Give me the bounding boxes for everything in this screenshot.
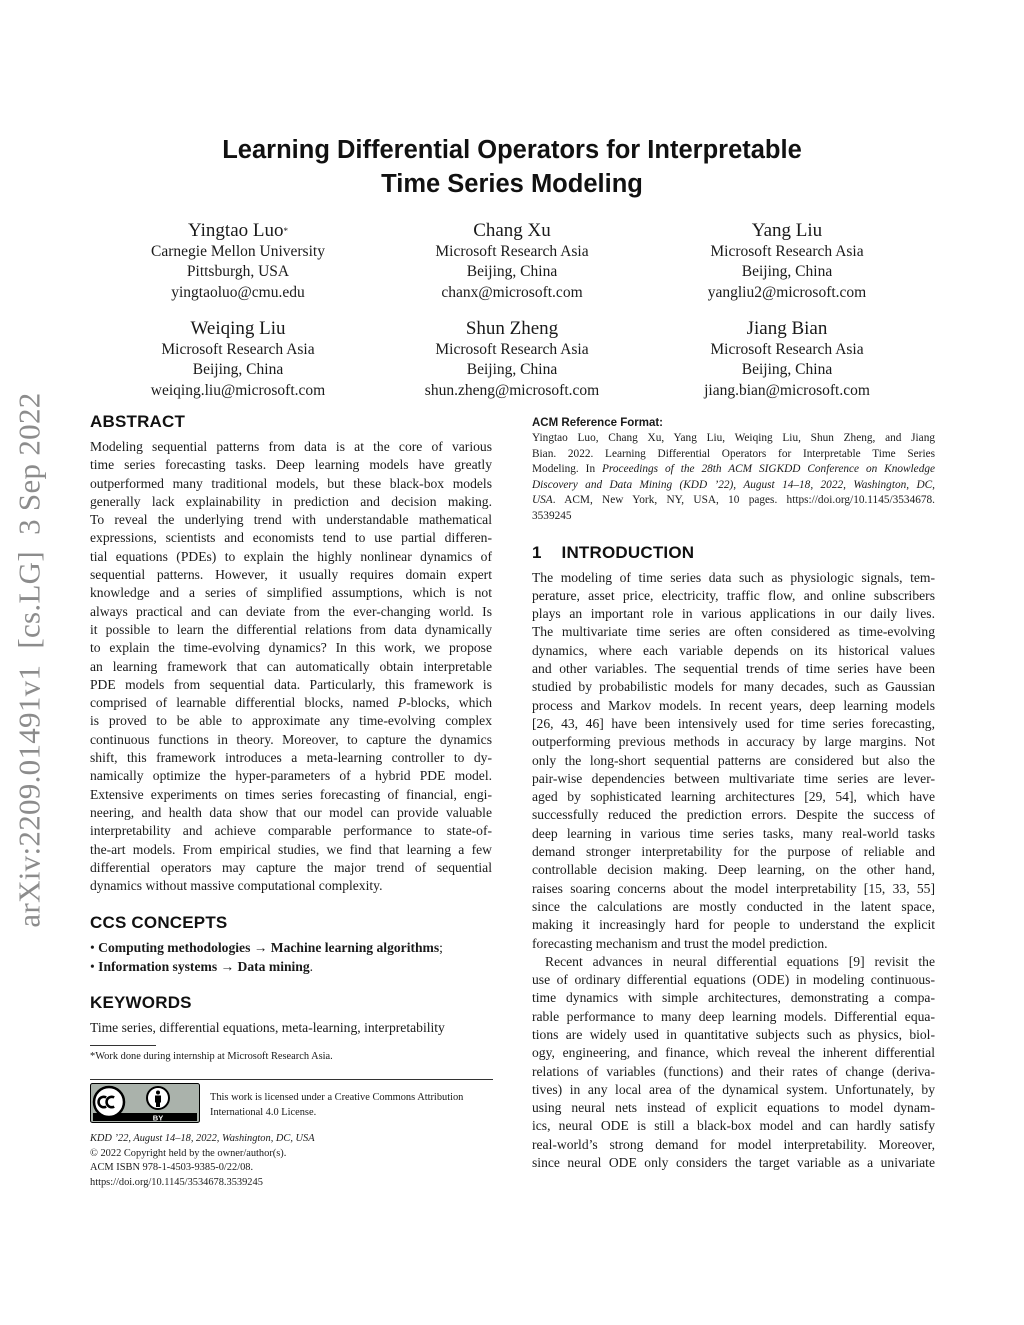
cc-by-badge-graphic [90,1083,200,1123]
author-block [372,219,652,303]
title-line-2: Time Series Modeling [381,170,643,198]
intro-paragraph-2: Recent advances in neural differential equations [9] revisit the use of ordinary differential equations (ODE) in modeling continuous- time dynamics with simple architectures, demonstrating a compa- rable performance to many deep learning models. Differential equa- tions are widely used in quantitative subjects such as physics, biol- ogy, engineering, and finance, which reveal the inherent differential relations of variables (functions) and their rates of change (deriva- tives) in any local area of the dynamical system. Unfortunately, by using neural nets instead of explicit equations to model dynam- ics, neural ODE is still a black-box model and can hardly satisfy real-world’s strong demand for model interpretability. Moreover, since neural ODE only considers the target variable as a univariate [532,953,935,1171]
footnote: *Work done during internship at Microsoft Research Asia. [90,1051,333,1062]
footnote-rule [90,1045,156,1046]
abstract-line: comprised of learnable differential blocks, named P-blocks, which [90,695,492,711]
abstract-line: outperformed many traditional models, but these black-box models [90,475,492,491]
abstract-line: continuous functions in theory. Moreover, to capture the dynamics [90,731,492,747]
author-block [647,317,927,401]
license-rule [90,1079,493,1080]
title-line-1: Learning Differential Operators for Interpretable [222,136,802,164]
abstract-text [90,438,492,895]
author-location: Beijing, China [741,361,833,379]
ccs-item: • Computing methodologies → Machine learning algorithms; [90,940,443,956]
abstract-line: shift, this framework introduces a meta-learning controller to dy- [90,750,492,766]
abstract-line: dynamics without massive computational complexity. [90,878,383,894]
abstract-line: neering, and health data show that our model can provide valuable [90,804,492,820]
left-column [90,412,492,1037]
author-location: Beijing, China [466,263,558,281]
section-title: INTRODUCTION [561,542,695,562]
author-name: Yingtao Luo* [187,220,289,241]
author-location: Beijing, China [741,263,833,281]
author-location: Beijing, China [192,361,284,379]
paper-title [150,133,874,201]
arxiv-identifier: arXiv:2209.01491v1 [cs.LG] 3 Sep 2022 [12,392,48,928]
author-affiliation: Microsoft Research Asia [435,243,589,260]
abstract-line: the-art models. From empirical studies, we find that learning a few [90,841,492,857]
abstract-line: interpretability and achieve comparable performance to state-of- [90,823,492,839]
footnote-mark: * [283,226,289,236]
author-block [98,317,378,401]
intro-paragraph-1: The modeling of time series data such as physiologic signals, tem- perature, asset price, electricity, traffic flow, and online subscribers plays an important role in various applications in our daily lives. The multivariate time series are often considered as time-evolving dynamics, where each variable depends on its historical values and other variables. The sequential trends of time series have been studied by probabilistic models for many decades, such as Gaussian process and Markov models. In recent years, deep learning models [26, 43, 46] have been intensively used for time series forecasting, outperforming previous methods in accuracy by large margins. Not only the long-short sequential patterns are considered but also the pair-wise dependencies between multivariate time series are lever- aged by sophisticated learning architectures [29, 54], which have successfully reduced the prediction errors. Despite the success of deep learning in various time series tasks, many real-world tasks demand stronger interpretability for the purpose of reliable and controllable decision making. Deep learning, on the other hand, raises soaring concerns about the model interpretability [15, 33, 55] since the calculations are mostly conducted in the latent space, making it increasingly hard for people to understand the explicit forecasting mechanism and trust the model prediction. [532,569,935,951]
author-email: jiang.bian@microsoft.com [704,381,870,399]
author-name: Chang Xu [473,220,551,241]
abstract-line: To reveal the underlying trend with understandable mathematical [90,512,492,528]
author-affiliation: Microsoft Research Asia [435,341,589,358]
abstract-line: is proved to be able to approximate any time-evolving complex [90,713,492,729]
author-name: Yang Liu [751,220,823,241]
author-affiliation: Microsoft Research Asia [161,341,315,358]
cc-by-label: BY [152,1113,164,1123]
author-location: Pittsburgh, USA [186,263,290,281]
venue: KDD ’22, August 14–18, 2022, Washington, DC, USA [90,1133,315,1144]
abstract-line: it possible to learn the differential relations from data dynamically [90,621,492,637]
author-name: Shun Zheng [465,318,559,339]
keywords-heading: KEYWORDS [90,993,192,1013]
intro-heading [532,543,935,563]
abstract-line: always practical and can deviate from the ever-changing world. Is [90,603,492,619]
abstract-line: an learning framework that can automatically obtain interpretable [90,658,492,674]
ccs-concepts [90,939,492,976]
author-name: Weiqing Liu [190,318,286,339]
author-affiliation: Microsoft Research Asia [710,243,864,260]
abstract-line: expressions, scientists and economists tend to use partial differen- [90,530,492,546]
author-block [647,219,927,303]
author-location: Beijing, China [466,361,558,379]
abstract-line: Modeling sequential patterns from data is at the core of various [90,439,492,454]
abstract-line: sequential patterns. However, it usually requires domain expert [90,567,492,583]
author-email: yingtaoluo@cmu.edu [171,283,305,301]
author-email: weiqing.liu@microsoft.com [150,381,326,399]
author-affiliation: Microsoft Research Asia [710,341,864,358]
abstract-line: Extensive experiments on times series forecasting of financial, engi- [90,786,492,802]
section-number: 1 [532,542,542,562]
abstract-line: time series forecasting tasks. Deep learning models have greatly [90,457,492,473]
abstract-line: knowledge and a series of simplified assumptions, which is not [90,585,492,601]
license-text: This work is licensed under a Creative Commons Attribution International 4.0 License. [210,1092,464,1118]
abstract-line: namically optimize the hyper-parameters of a hybrid PDE model. [90,768,492,784]
author-name: Jiang Bian [746,318,828,339]
ccs-item: • Information systems → Data mining. [90,958,314,974]
ccs-heading: CCS CONCEPTS [90,913,228,933]
copyright-block [90,1132,315,1190]
author-email: shun.zheng@microsoft.com [424,381,600,399]
abstract-line: generally lack explainability in prediction and decision making. [90,493,492,509]
right-column [532,417,935,1172]
abstract-line: to explain the time-evolving dynamics? In this work, we propose [90,640,492,656]
abstract-line: differential operators may capture the major trend of sequential [90,859,492,875]
abstract-heading: ABSTRACT [90,412,186,431]
author-block [98,219,378,303]
acm-reference: Yingtao Luo, Chang Xu, Yang Liu, Weiqing Liu, Shun Zheng, and Jiang Bian. 2022. Learning Differential Operators for Interpretable Time Series Modeling. In Proceedings of the 28th ACM SIGKDD Conference on Knowledge Discovery and Data Mining (KDD ’22), August 14–18, 2022, Washington, DC, USA. ACM, New York, NY, USA, 10 pages. https://doi.org/10.1145/3534678. 3539245 [532,432,935,522]
abstract-line: tial equations (PDEs) to explain the highly nonlinear dynamics of [90,548,492,564]
acm-ref-heading: ACM Reference Format: [532,417,663,429]
author-block [372,317,652,401]
copyright-line: © 2022 Copyright held by the owner/author(s). [90,1147,287,1159]
doi-link[interactable]: https://doi.org/10.1145/3534678.3539245 [90,1176,263,1188]
author-email: yangliu2@microsoft.com [707,283,867,301]
abstract-line: PDE models from sequential data. Particularly, this framework is [90,676,492,692]
isbn-line: ACM ISBN 978-1-4503-9385-0/22/08. [90,1162,254,1173]
author-email: chanx@microsoft.com [441,283,583,301]
pblock-term: P [397,695,407,711]
arxiv-stamp [6,362,54,958]
keywords-text: Time series, differential equations, meta-learning, interpretability [90,1020,445,1036]
cc-by-license-badge[interactable] [90,1083,200,1123]
author-affiliation: Carnegie Mellon University [151,243,325,260]
